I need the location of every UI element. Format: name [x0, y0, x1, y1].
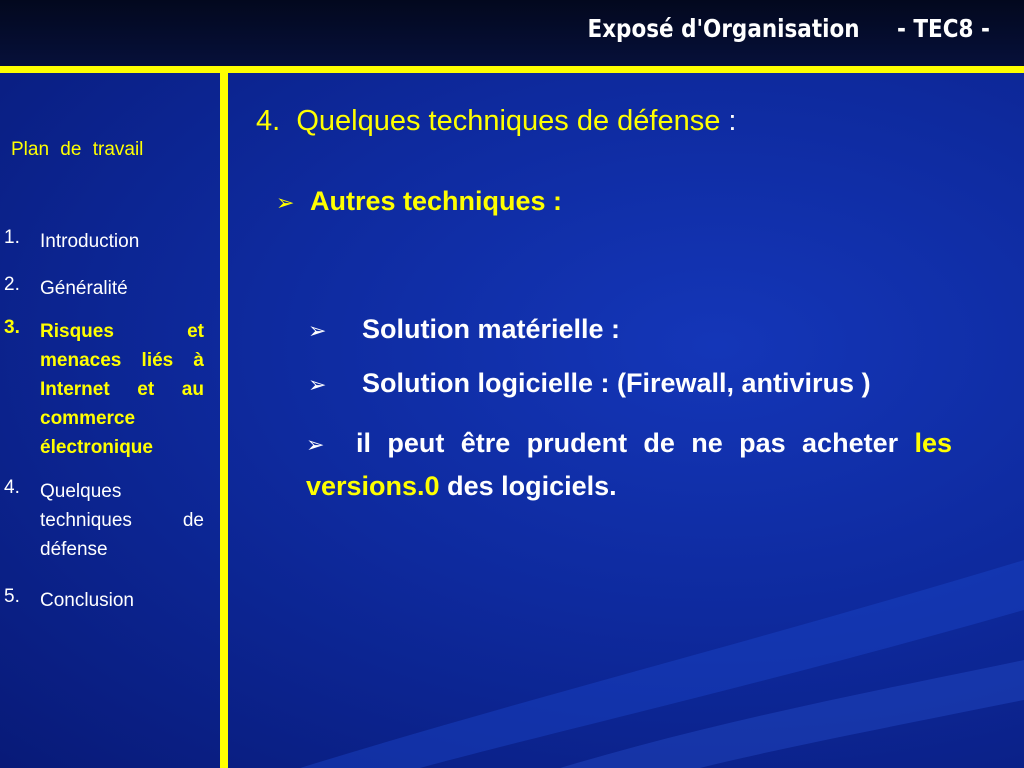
- paragraph-highlight: les versions.0: [306, 428, 952, 501]
- arrow-bullet-icon: ➢: [276, 191, 295, 216]
- paragraph-text-end: des logiciels.: [439, 471, 617, 501]
- sidebar-item-label: Généralité: [40, 278, 128, 299]
- paragraph-text-start: il peut être prudent de ne pas acheter: [356, 428, 915, 458]
- sidebar: [0, 73, 220, 768]
- bullet-item: [308, 314, 620, 345]
- sidebar-item-number: 5.: [4, 586, 20, 607]
- sub-heading-text: Autres techniques :: [310, 186, 563, 216]
- sidebar-item-number: 4.: [4, 477, 20, 498]
- arrow-bullet-icon: ➢: [308, 373, 327, 398]
- section-heading-text: Quelques techniques de défense: [296, 105, 721, 137]
- sub-heading: [276, 186, 562, 217]
- section-heading-colon: :: [728, 105, 737, 137]
- sidebar-title: Plan de travail: [11, 139, 144, 160]
- sidebar-item-introduction[interactable]: [4, 227, 204, 256]
- slide-content: [228, 73, 1024, 768]
- bullet-text: Solution matérielle :: [362, 314, 621, 344]
- arrow-bullet-icon: ➢: [308, 319, 327, 344]
- sidebar-item-conclusion[interactable]: [4, 586, 204, 615]
- sidebar-item-number: 3.: [4, 317, 20, 338]
- sidebar-item-label: Quelques techniques de défense: [40, 481, 204, 560]
- sidebar-item-risques[interactable]: [4, 317, 204, 462]
- bullet-paragraph: [306, 423, 952, 507]
- header-title: Exposé d'Organisation - TEC8 -: [587, 14, 990, 43]
- section-heading-number: 4.: [256, 105, 281, 137]
- sidebar-item-number: 2.: [4, 274, 20, 295]
- sidebar-divider: [220, 73, 228, 768]
- header-bar: [0, 0, 1024, 66]
- sidebar-item-generalite[interactable]: [4, 274, 204, 303]
- sidebar-item-number: 1.: [4, 227, 20, 248]
- bullet-text: Solution logicielle : (Firewall, antivirus ): [362, 368, 871, 398]
- arrow-bullet-icon: ➢: [306, 433, 325, 458]
- sidebar-item-label: Introduction: [40, 231, 140, 252]
- bullet-item: [308, 368, 871, 399]
- sidebar-item-label: Conclusion: [40, 590, 134, 611]
- header-divider: [0, 66, 1024, 73]
- sidebar-item-techniques[interactable]: [4, 477, 204, 564]
- section-heading: [256, 105, 736, 138]
- sidebar-item-label: Risques et menaces liés à Internet et au commerce électronique: [40, 321, 204, 458]
